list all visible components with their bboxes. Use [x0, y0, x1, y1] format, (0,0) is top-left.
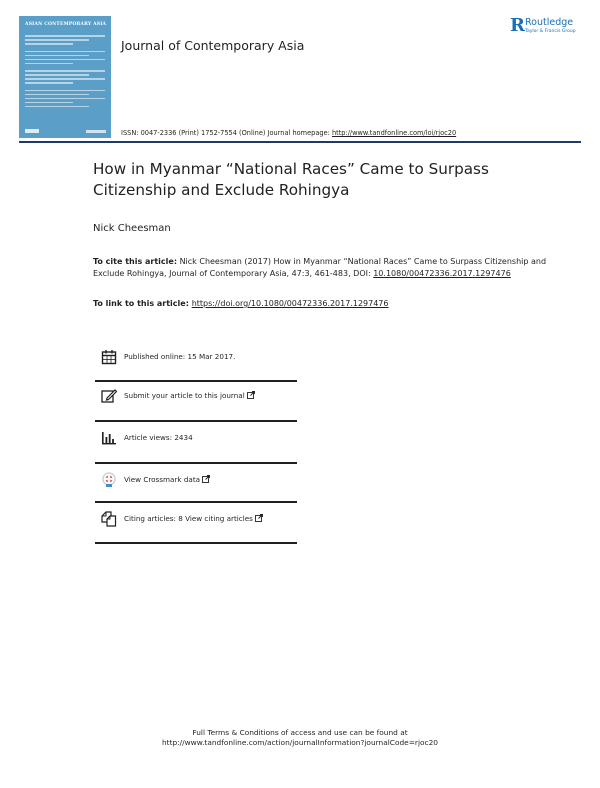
- article-link-line: [93, 299, 389, 308]
- cover-issn-code: [86, 130, 106, 133]
- cover-line: [25, 90, 105, 92]
- divider: [95, 501, 297, 503]
- cover-line: [25, 39, 89, 41]
- issn-line: [121, 129, 456, 137]
- cite-text: Nick Cheesman (2017) How in Myanmar “National Races” Came to Surpass Citizenship and Exclude Rohingya, Journal of Contemporary Asia, 47:3, 461-483, DOI:: [93, 257, 547, 278]
- routledge-icon: R: [510, 15, 525, 36]
- external-link-icon: [255, 514, 263, 522]
- bar-chart-icon: [101, 430, 117, 446]
- publisher-name: Routledge: [525, 17, 574, 28]
- cover-line: [25, 94, 89, 96]
- submit-article-label: Submit your article to this journal: [124, 391, 245, 400]
- cover-line: [25, 82, 73, 84]
- cover-line: [25, 59, 105, 61]
- crossmark-icon: [101, 472, 117, 488]
- cover-line: [25, 63, 73, 65]
- divider: [95, 542, 297, 544]
- views-row: [95, 430, 297, 470]
- edit-icon: [101, 388, 117, 404]
- cover-line: [25, 70, 105, 72]
- journal-cover-image: [19, 16, 111, 138]
- cover-title: ASIAN CONTEMPORARY ASIA: [25, 22, 107, 27]
- cover-line: [25, 78, 105, 80]
- footer-terms-url[interactable]: http://www.tandfonline.com/action/journalInformation?journalCode=rjoc20: [161, 738, 439, 747]
- publisher-subtitle: Taylor & Francis Group: [525, 29, 576, 34]
- cover-line: [25, 43, 73, 45]
- cover-line: [25, 106, 89, 108]
- citing-articles-icon: [101, 511, 117, 527]
- article-doi-url-link[interactable]: https://doi.org/10.1080/00472336.2017.1297476: [191, 299, 389, 308]
- citing-articles-link[interactable]: [124, 514, 263, 523]
- article-title: How in Myanmar “National Races” Came to Surpass Citizenship and Exclude Rohingya: [93, 160, 489, 199]
- crossmark-label: View Crossmark data: [124, 475, 201, 484]
- cover-line: [25, 35, 105, 37]
- crossmark-row[interactable]: [95, 472, 297, 512]
- journal-title: Journal of Contemporary Asia: [121, 38, 305, 53]
- article-views: Article views: 2434: [124, 433, 193, 442]
- divider: [95, 380, 297, 382]
- footer: [0, 728, 600, 748]
- journal-homepage-link[interactable]: http://www.tandfonline.com/loi/rjoc20: [331, 129, 457, 137]
- published-row: [95, 349, 297, 389]
- link-label: To link to this article:: [93, 299, 192, 308]
- doi-link[interactable]: 10.1080/00472336.2017.1297476: [373, 268, 511, 278]
- issn-text: ISSN: 0047-2336 (Print) 1752-7554 (Online) Journal homepage:: [121, 129, 332, 137]
- calendar-icon: [101, 349, 117, 365]
- cover-line: [25, 51, 105, 53]
- submit-row[interactable]: [95, 388, 297, 428]
- external-link-icon: [247, 391, 255, 399]
- submit-article-link[interactable]: [124, 391, 255, 400]
- cover-line: [25, 98, 105, 100]
- divider: [95, 462, 297, 464]
- cover-line: [25, 102, 73, 104]
- cover-line: [25, 74, 89, 76]
- external-link-icon: [202, 475, 210, 483]
- header-divider: [19, 141, 581, 143]
- cover-publisher-logo: [25, 129, 39, 133]
- article-author: Nick Cheesman: [93, 223, 171, 234]
- crossmark-link[interactable]: [124, 475, 210, 484]
- divider: [95, 420, 297, 422]
- cite-label: To cite this article:: [93, 257, 178, 266]
- citing-row[interactable]: [95, 511, 297, 551]
- published-date: Published online: 15 Mar 2017.: [124, 352, 236, 361]
- citing-articles-label: Citing articles: 8 View citing articles: [124, 514, 253, 523]
- footer-terms-text: Full Terms & Conditions of access and use can be found at: [192, 728, 408, 737]
- cover-line: [25, 55, 89, 57]
- citation-block: [93, 256, 553, 279]
